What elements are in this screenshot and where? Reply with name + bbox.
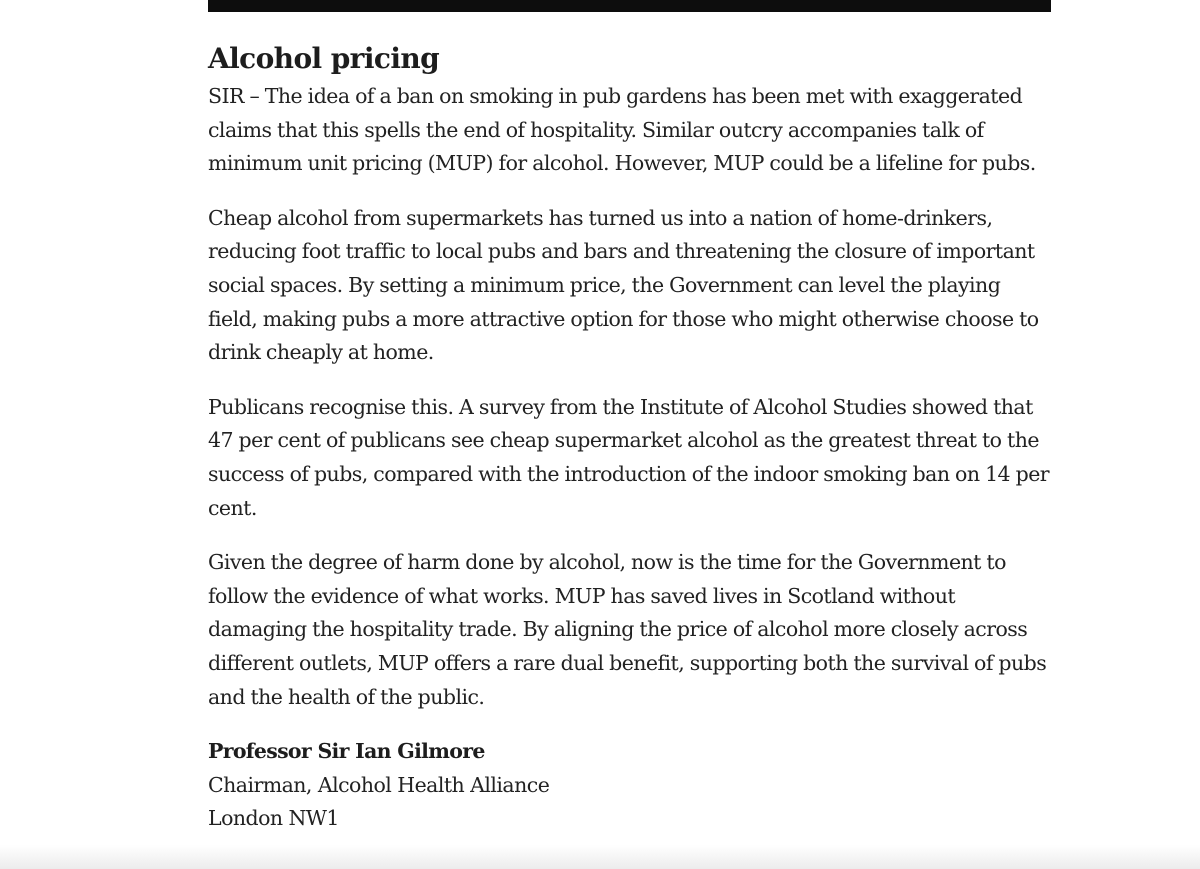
letter-title: Alcohol pricing [208, 42, 440, 75]
letter-paragraph: Given the degree of harm done by alcohol, now is the time for the Government to follow the evidence of what works. MUP has saved lives in Scotland without damaging the hospitality trade. By aligning the price of alcohol more closely across different outlets, MUP offers a rare dual benefit, supporting both the survival of pubs and the health of the public. [208, 549, 1047, 709]
author-location: London NW1 [208, 806, 339, 831]
letter-article [208, 38, 1051, 836]
letter-paragraph: Publicans recognise this. A survey from the Institute of Alcohol Studies showed that 47 per cent of publicans see cheap supermarket alcohol as the greatest threat to the success of pubs, compared with the introduction of the indoor smoking ban on 14 per cent. [208, 394, 1050, 520]
letter-signoff [208, 735, 1051, 836]
author-role: Chairman, Alcohol Health Alliance [208, 772, 550, 797]
letter-paragraph: SIR – The idea of a ban on smoking in pub gardens has been met with exaggerated claims that this spells the end of hospitality. Similar outcry accompanies talk of minimum unit pricing (MUP) for alcohol. However, MUP could be a lifeline for pubs. [208, 84, 1036, 176]
author-name: Professor Sir Ian Gilmore [208, 738, 485, 763]
letter-paragraph: Cheap alcohol from supermarkets has turned us into a nation of home-drinkers, reducing foot traffic to local pubs and bars and threatening the closure of important social spaces. By setting a minimum price, the Government can level the playing field, making pubs a more attractive option for those who might otherwise choose to drink cheaply at home. [208, 205, 1039, 365]
top-divider-bar [208, 0, 1051, 12]
page-bottom-shadow [0, 845, 1200, 869]
